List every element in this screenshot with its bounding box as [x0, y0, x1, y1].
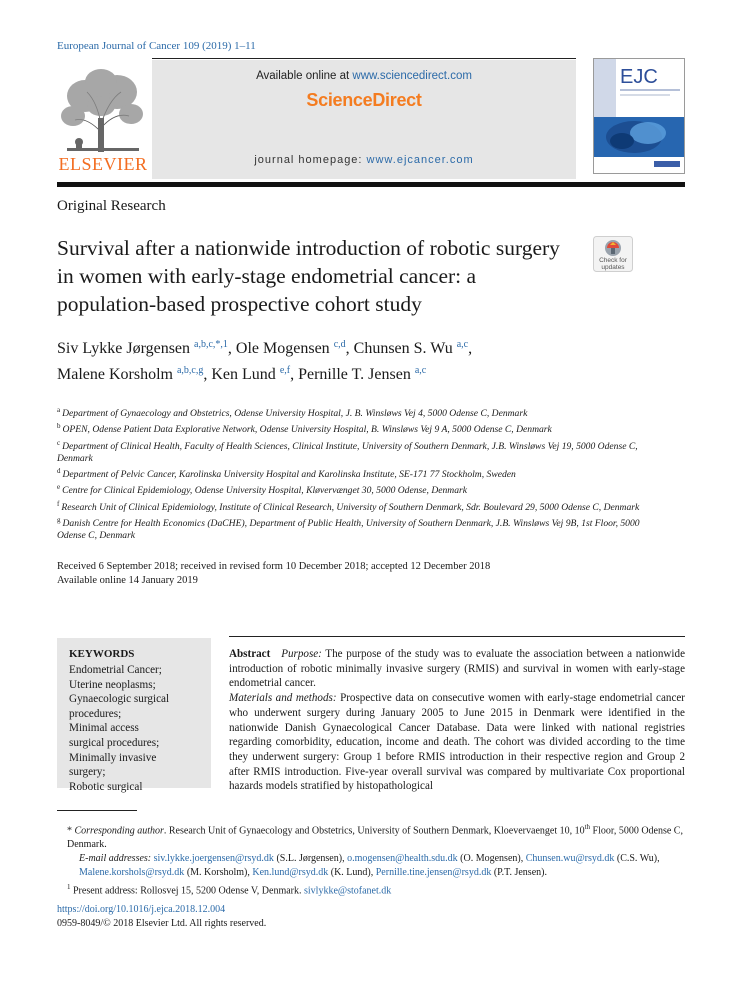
abstract-rule — [229, 636, 685, 637]
received-dates: Received 6 September 2018; received in revised form 10 December 2018; accepted 12 December 2018 — [57, 561, 491, 572]
keyword-item: Endometrial Cancer; — [69, 664, 162, 676]
keywords-heading: KEYWORDS — [69, 648, 135, 660]
footnotes — [57, 820, 685, 899]
affiliation-label: e — [57, 483, 61, 492]
author-affiliation-marks[interactable]: a,b,c,g — [176, 365, 204, 376]
purpose-text: The purpose of the study was to evaluate the association between a nationwide introduction of robotic minimally invasive surgery (RMIS) and survival in women with early-stage endometrial cancer. — [229, 648, 685, 690]
email-link[interactable]: Chunsen.wu@rsyd.dk — [525, 853, 615, 865]
affiliation-item — [57, 437, 657, 466]
header-rule — [57, 182, 685, 187]
keywords-list — [69, 663, 201, 794]
author[interactable]: Ken Lund — [211, 366, 280, 383]
keyword-item: surgery; — [69, 766, 106, 779]
email-owner: (P.T. Jensen). — [491, 867, 547, 879]
corr-text: . Research Unit of Gynaecology and Obstetrics, University of Southern Denmark, Kloevervaenget 10, 10 — [163, 825, 585, 837]
affiliation-item — [57, 481, 657, 497]
affiliation-label: f — [57, 499, 60, 508]
affiliation-text: Department of Pelvic Cancer, Karolinska University Hospital and Karolinska Institute, SE-171 77 Stockholm, Sweden — [62, 469, 516, 481]
article-type: Original Research — [57, 198, 166, 214]
present-text: Present address: Rollosvej 15, 5200 Odense V, Denmark. — [70, 885, 304, 897]
author-separator: , — [227, 340, 236, 357]
author-separator: , — [468, 340, 473, 357]
author[interactable]: Malene Korsholm — [57, 366, 177, 383]
affiliation-item — [57, 420, 657, 436]
author-separator: , — [345, 340, 354, 357]
email-link[interactable]: Malene.korshols@rsyd.dk — [79, 867, 185, 879]
author[interactable]: Ole Mogensen — [235, 340, 334, 357]
email-owner: (O. Mogensen), — [457, 853, 526, 865]
affiliation-label: b — [57, 422, 61, 431]
purpose-label: Purpose: — [281, 648, 322, 660]
author[interactable]: Siv Lykke Jørgensen — [57, 340, 195, 357]
corr-sup: th — [584, 823, 591, 831]
header-top-line — [152, 58, 576, 59]
affiliation-text: Centre for Clinical Epidemiology, Odense University Hospital, Kløvervænget 30, 5000 Odense, Denmark — [62, 485, 468, 497]
keyword-item: Uterine neoplasms; — [69, 678, 156, 691]
online-date: Available online 14 January 2019 — [57, 575, 198, 586]
affiliation-label: c — [57, 438, 61, 447]
email-link[interactable]: Ken.lund@rsyd.dk — [252, 867, 329, 879]
journal-cover-thumbnail[interactable] — [593, 58, 685, 174]
abstract-label: Abstract — [229, 648, 271, 660]
affiliation-item — [57, 498, 657, 514]
email-owner: (K. Lund), — [328, 867, 376, 879]
keyword-item: Gynaecologic surgical — [69, 693, 170, 706]
author-affiliation-marks[interactable]: c,d — [333, 339, 346, 350]
homepage-link[interactable]: www.ejcancer.com — [366, 154, 474, 166]
affiliation-text: Research Unit of Clinical Epidemiology, Institute of Clinical Research, University of Southern Denmark, Sdr. Boulevard 29, 5000 Odense C, Denmark — [61, 501, 640, 513]
methods-text: Prospective data on consecutive women with early-stage endometrial cancer who underwent surgery during January 2005 to June 2015 in Denmark were identified in the nationwide Danish Gynaecological Cancer Database. Data were linked with national registries regarding comorbidity, education, income and death. The cohort was divided according to the time they underwent surgery: Group 1 before RMIS introduction in their respective region and Group 2 after RMIS introduction. Five-year overall survival was compared by multivariate Cox proportional hazards models stratified by histopathological — [229, 692, 685, 793]
keyword-item: surgical procedures; — [69, 736, 160, 749]
available-prefix: Available online at — [256, 70, 353, 82]
footnote-rule — [57, 810, 137, 811]
author[interactable]: Chunsen S. Wu — [353, 340, 457, 357]
affiliation-item — [57, 465, 657, 481]
author-affiliation-marks[interactable]: a,c — [456, 339, 469, 350]
email-list — [79, 853, 660, 878]
abstract — [229, 647, 685, 794]
ejc-cover-art-icon — [594, 59, 685, 174]
email-link[interactable]: Pernille.tine.jensen@rsyd.dk — [375, 867, 492, 879]
corr-text2: Floor, 5000 Odense C, Denmark. — [67, 825, 683, 851]
author-affiliation-marks[interactable]: e,f — [279, 365, 291, 376]
author-affiliation-marks[interactable]: a,c — [414, 365, 427, 376]
email-owner: (C.S. Wu), — [614, 853, 660, 865]
affiliation-item — [57, 404, 657, 420]
keywords-panel — [57, 638, 211, 793]
affiliation-text: Danish Centre for Health Economics (DaCHE), Department of Public Health, University of Southern Denmark, J.B. Winsløws Vej 9B, 1st Floor, 5000 Odense C, Denmark — [57, 518, 640, 542]
author-list — [57, 334, 617, 386]
keyword-item: procedures; — [69, 707, 122, 720]
author-separator: , — [203, 366, 212, 383]
affiliation-item — [57, 514, 657, 543]
doi-block — [57, 903, 266, 931]
author[interactable]: Pernille T. Jensen — [298, 366, 415, 383]
journal-homepage — [152, 154, 576, 166]
methods-label: Materials and methods: — [229, 692, 337, 705]
cover-title: EJC — [620, 66, 658, 88]
article-title: Survival after a nationwide introduction of robotic surgery in women with early-stage endometrial cancer: a population-based prospective cohort study — [57, 236, 560, 316]
sciencedirect-logo[interactable]: ScienceDirect — [306, 90, 422, 110]
affiliation-text: Department of Gynaecology and Obstetrics, Odense University Hospital, J. B. Winsløws Vej 4, 5000 Odense C, Denmark — [62, 408, 528, 419]
email-label: E-mail addresses: — [79, 853, 152, 865]
corr-label: Corresponding author — [74, 825, 164, 837]
corresponding-author-note: * Corresponding author. Research Unit of Gynaecology and Obstetrics, University of Southern Denmark, Kloevervaenget 10, 10th Floor, 5000 Odense C, Denmark. — [67, 823, 683, 851]
present-sup: 1 — [67, 883, 71, 892]
available-online — [152, 70, 576, 82]
present-address-note — [57, 880, 685, 898]
affiliations — [57, 404, 657, 543]
present-email-link[interactable]: sivlykke@stofanet.dk — [304, 885, 392, 897]
affiliation-text: OPEN, Odense Patient Data Explorative Network, Odense University Hospital, B. Winsløws Vej 9 A, 5000 Odense C, Denmark — [62, 424, 552, 436]
check-for-updates-badge[interactable] — [593, 236, 633, 272]
journal-reference[interactable]: European Journal of Cancer 109 (2019) 1–11 — [57, 40, 256, 52]
author-separator: , — [290, 366, 299, 383]
issn-copyright: 0959-8049/© 2018 Elsevier Ltd. All rights reserved. — [57, 918, 267, 929]
affiliation-label: g — [57, 516, 61, 525]
email-owner: (S.L. Jørgensen), — [273, 853, 348, 865]
keyword-item: Minimally invasive — [69, 751, 157, 764]
author-affiliation-marks[interactable]: a,b,c,*,1 — [194, 339, 228, 350]
affiliation-label: a — [57, 406, 61, 414]
email-link[interactable]: siv.lykke.joergensen@rsyd.dk — [153, 853, 274, 865]
keyword-item: Robotic surgical — [69, 780, 143, 793]
doi-link[interactable]: https://doi.org/10.1016/j.ejca.2018.12.004 — [57, 904, 226, 915]
email-owner: (M. Korsholm), — [184, 867, 253, 879]
affiliation-text: Department of Clinical Health, Faculty of Health Sciences, Clinical Institute, University of Southern Denmark, J.B. Winsløws Vej 19, 5000 Odense C, Denmark — [57, 440, 638, 464]
elsevier-wordmark: ELSEVIER — [58, 154, 148, 174]
homepage-prefix: journal homepage: — [254, 154, 367, 166]
email-addresses — [57, 852, 685, 880]
email-link[interactable]: o.mogensen@health.sdu.dk — [347, 853, 458, 865]
sciencedirect-link[interactable]: www.sciencedirect.com — [352, 70, 472, 82]
article-dates — [57, 560, 657, 588]
affiliation-label: d — [57, 467, 61, 476]
keyword-item: Minimal access — [69, 722, 139, 735]
crossmark-label: Check for updates — [599, 257, 627, 271]
